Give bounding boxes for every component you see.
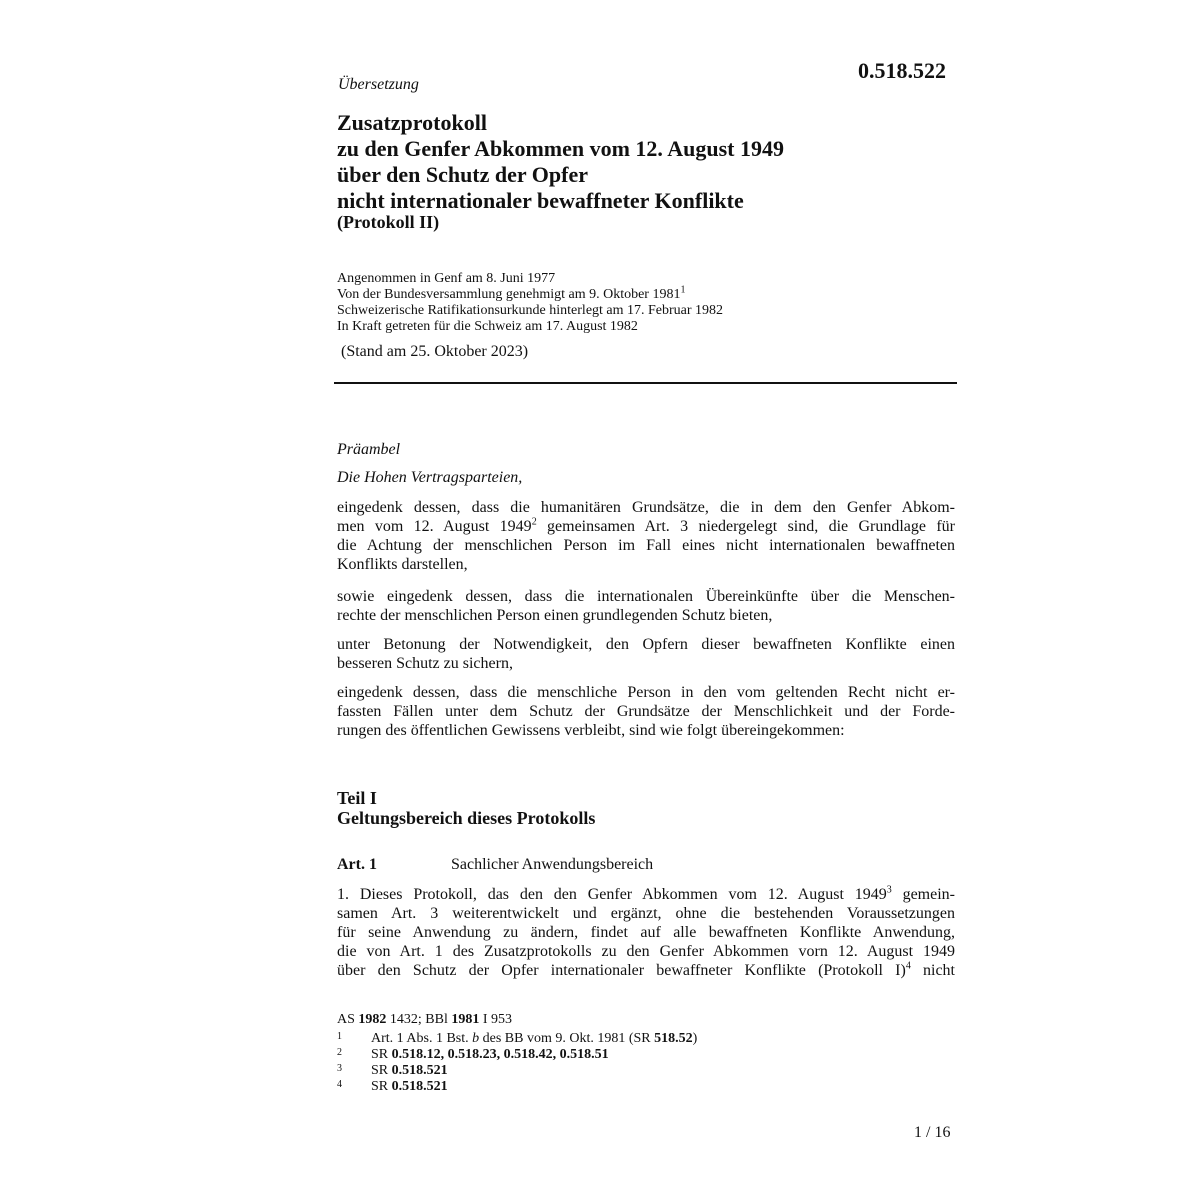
footnote-ref[interactable]: 2 bbox=[531, 516, 537, 528]
article-paragraph-1: 1. Dieses Protokoll, das den den Genfer Abkommen vom 12. August 1949$^3$ gemein- samen Art. 3 weiterentwickelt und ergänzt, ohne die bestehenden Voraussetzungen für seine Anwendung zu ändern, findet auf alle bewaffneten Konflikte Anwendung, die von Art. 1 des Zusatzprotokolls zu den Genfer Abkommen vorn 12. August 1949 über den Schutz der Opfer internationaler bewaffneter Konflikte (Protokoll I)$^4$ nicht bbox=[337, 884, 956, 979]
preamble-paragraph-4: eingedenk dessen, dass die menschliche Person in den vom geltenden Recht nicht er- fassten Fällen unter dem Schutz der Grundsätze der Menschlichkeit und der Forde- rungen des öffentlichen Gewissens verbleibt, sind wie folgt übereingekommen: bbox=[337, 684, 955, 739]
meta-ratified: Schweizerische Ratifikationsurkunde hinterlegt am 17. Februar 1982 bbox=[337, 303, 724, 318]
footnote-2: 2 SR 0.518.12, 0.518.23, 0.518.42, 0.518.51 bbox=[337, 1047, 609, 1062]
translation-label: Übersetzung bbox=[338, 76, 419, 93]
official-collection-reference: AS 1982 1432; BBl 1981 I 953 bbox=[337, 1012, 513, 1027]
meta-approved: Von der Bundesversammlung genehmigt am 9. Oktober 1981$^1$ bbox=[337, 284, 686, 302]
article-number: Art. 1 bbox=[337, 856, 377, 873]
footnote-ref[interactable]: 4 bbox=[905, 960, 911, 972]
document-title bbox=[337, 110, 957, 214]
title-line-4: nicht internationaler bewaffneter Konflikte bbox=[337, 188, 744, 213]
preamble-heading: Präambel bbox=[337, 441, 401, 458]
adoption-metadata bbox=[337, 271, 723, 335]
footnote-ref[interactable]: 1 bbox=[680, 284, 686, 296]
sr-number: 0.518.522 bbox=[858, 58, 946, 83]
part-heading bbox=[337, 788, 595, 828]
title-line-2: zu den Genfer Abkommen vom 12. August 1949 bbox=[337, 136, 784, 161]
footnote-ref[interactable]: 3 bbox=[886, 884, 892, 896]
footnote-1: 1 Art. 1 Abs. 1 Bst. b des BB vom 9. Okt. 1981 (SR 518.52) bbox=[337, 1031, 698, 1046]
preamble-paragraph-3: unter Betonung der Notwendigkeit, den Opfern dieser bewaffneten Konflikte einen besseren Schutz zu sichern, bbox=[337, 636, 955, 672]
title-line-3: über den Schutz der Opfer bbox=[337, 162, 588, 187]
part-number: Teil I bbox=[337, 788, 377, 808]
footnote-4: 4 SR 0.518.521 bbox=[337, 1079, 448, 1094]
preamble-parties: Die Hohen Vertragsparteien, bbox=[337, 469, 523, 486]
preamble-paragraph-2: sowie eingedenk dessen, dass die internationalen Übereinkünfte über die Menschen- rechte der menschlichen Person einen grundlegenden Schutz bieten, bbox=[337, 588, 955, 624]
header-divider bbox=[334, 382, 957, 384]
status-date: (Stand am 25. Oktober 2023) bbox=[341, 343, 529, 360]
document-subtitle: (Protokoll II) bbox=[337, 212, 440, 232]
meta-in-force: In Kraft getreten für die Schweiz am 17. August 1982 bbox=[337, 319, 638, 334]
preamble-paragraph-1: eingedenk dessen, dass die humanitären Grundsätze, die in dem den Genfer Abkom- men vom 12. August 1949$^2$ gemeinsamen Art. 3 niedergelegt sind, die Grundlage für die Achtung der menschlichen Person im Fall eines nicht internationalen bewaffneten Konflikts darstellen, bbox=[337, 499, 955, 573]
part-title: Geltungsbereich dieses Protokolls bbox=[337, 808, 596, 828]
title-line-1: Zusatzprotokoll bbox=[337, 110, 487, 135]
meta-adopted: Angenommen in Genf am 8. Juni 1977 bbox=[337, 271, 556, 286]
page-number: 1 / 16 bbox=[914, 1124, 951, 1141]
article-title: Sachlicher Anwendungsbereich bbox=[451, 856, 654, 873]
footnote-3: 3 SR 0.518.521 bbox=[337, 1063, 448, 1078]
